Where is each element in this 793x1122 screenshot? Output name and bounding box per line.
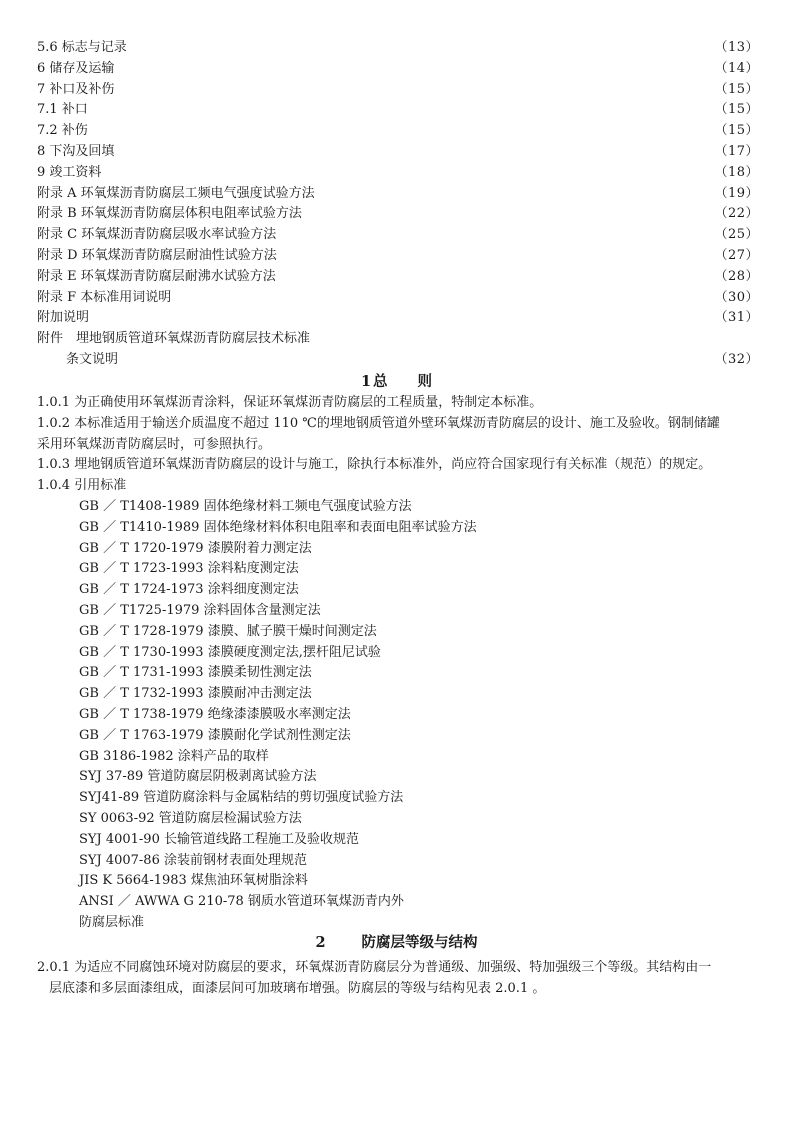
toc-entry[interactable] <box>37 329 759 350</box>
toc-entry-title: 条文说明 <box>66 351 119 367</box>
table-of-contents <box>37 38 759 371</box>
section-2-number: 2 <box>315 934 326 951</box>
list-item: JIS K 5664-1983 煤焦油环氧树脂涂料 <box>79 873 308 889</box>
clause-1-0-1: 1.0.1 为正确使用环氧煤沥青涂料，保证环氧煤沥青防腐层的工程质量，特制定本标准。 <box>37 395 543 410</box>
list-item: GB ／ T1408-1989 固体绝缘材料工频电气强度试验方法 <box>79 499 412 514</box>
clause-1-0-4: 1.0.4 引用标准 <box>37 478 127 494</box>
toc-entry[interactable] <box>37 38 759 59</box>
toc-entry[interactable] <box>37 350 759 371</box>
section-2-title: 防腐层等级与结构 <box>361 934 478 951</box>
toc-entry-title: 附录 E 环氧煤沥青防腐层耐沸水试验方法 <box>37 268 276 284</box>
toc-entry-page: （28） <box>714 268 759 284</box>
toc-entry-title: 附录 B 环氧煤沥青防腐层体积电阻率试验方法 <box>37 206 302 222</box>
toc-entry-page: （25） <box>714 227 759 243</box>
toc-entry-page: （32） <box>714 351 759 367</box>
toc-entry[interactable] <box>37 204 759 225</box>
list-item: GB ／ T 1724-1973 涂料细度测定法 <box>79 582 299 598</box>
list-item: GB ／ T1410-1989 固体绝缘材料体积电阻率和表面电阻率试验方法 <box>79 519 477 535</box>
toc-entry[interactable] <box>37 163 759 184</box>
toc-entry-title: 8 下沟及回填 <box>37 143 115 159</box>
toc-entry[interactable] <box>37 121 759 142</box>
section-1-number: 1 <box>360 373 372 390</box>
toc-entry-title: 7.2 补伤 <box>37 123 88 139</box>
toc-entry[interactable] <box>37 308 759 329</box>
toc-entry[interactable] <box>37 80 759 101</box>
toc-entry-page: （18） <box>714 164 759 180</box>
toc-entry[interactable] <box>37 59 759 80</box>
clause-2-0-1-line-2: 层底漆和多层面漆组成，面漆层间可加玻璃布增强。防腐层的等级与结构见表 2.0.1 。 <box>49 980 546 996</box>
section-1-title-part-1: 总 <box>373 373 388 390</box>
toc-entry[interactable] <box>37 184 759 205</box>
list-item: GB 3186-1982 涂料产品的取样 <box>79 748 269 764</box>
toc-entry-page: （30） <box>714 289 759 305</box>
toc-entry[interactable] <box>37 246 759 267</box>
toc-entry-page: （14） <box>714 60 759 76</box>
clause-1-0-2-line-2: 采用环氧煤沥青防腐层时，可参照执行。 <box>37 436 272 452</box>
toc-entry[interactable] <box>37 225 759 246</box>
list-item: ANSI ／ AWWA G 210-78 钢质水管道环氧煤沥青内外 <box>79 894 404 910</box>
toc-entry-title: 附录 A 环氧煤沥青防腐层工频电气强度试验方法 <box>37 185 315 201</box>
toc-entry-page: （31） <box>714 310 759 326</box>
clause-1-0-3: 1.0.3 埋地钢质管道环氧煤沥青防腐层的设计与施工，除执行本标准外，尚应符合国家现行有关标准（规范）的规定。 <box>37 457 712 473</box>
list-item: SY 0063-92 管道防腐层检漏试验方法 <box>79 810 302 826</box>
list-item: SYJ 4007-86 涂装前钢材表面处理规范 <box>79 852 307 868</box>
toc-entry[interactable] <box>37 142 759 163</box>
list-item: GB ／ T 1720-1979 漆膜附着力测定法 <box>79 540 312 556</box>
toc-entry-title: 7 补口及补伤 <box>37 81 115 97</box>
referenced-standards-list <box>79 497 759 934</box>
toc-entry-page: （19） <box>714 185 759 201</box>
section-2-heading <box>0 933 793 953</box>
toc-entry-page: （22） <box>714 206 759 222</box>
section-1-title-part-2: 则 <box>417 373 433 390</box>
list-item: 防腐层标准 <box>79 914 145 930</box>
toc-entry-title: 附录 F 本标准用词说明 <box>37 289 172 305</box>
list-item: GB ／ T 1738-1979 绝缘漆漆膜吸水率测定法 <box>79 706 351 722</box>
toc-entry-title: 7.1 补口 <box>37 102 88 118</box>
list-item: SYJ41-89 管道防腐涂料与金属粘结的剪切强度试验方法 <box>79 790 404 806</box>
list-item: GB ／ T 1730-1993 漆膜硬度测定法,摆杆阻尼试验 <box>79 644 381 660</box>
toc-entry-title: 9 竣工资料 <box>37 164 102 180</box>
section-2-body <box>37 958 759 1000</box>
toc-entry-title: 6 储存及运输 <box>37 60 115 76</box>
toc-entry-page: （15） <box>714 123 759 139</box>
list-item: GB ／ T 1732-1993 漆膜耐冲击测定法 <box>79 686 312 702</box>
list-item: GB ／ T 1728-1979 漆膜、腻子膜干燥时间测定法 <box>79 623 377 639</box>
clause-1-0-2-line-1: 1.0.2 本标准适用于输送介质温度不超过 110 ℃的埋地钢质管道外壁环氧煤沥青防腐层的设计、施工及验收。钢制储罐 <box>37 415 720 431</box>
toc-entry-page: （15） <box>714 81 759 97</box>
toc-entry[interactable] <box>37 100 759 121</box>
toc-entry[interactable] <box>37 267 759 288</box>
toc-entry-page: （27） <box>714 247 759 263</box>
clause-2-0-1-line-1: 2.0.1 为适应不同腐蚀环境对防腐层的要求，环氧煤沥青防腐层分为普通级、加强级、特加强级三个等级。其结构由一 <box>37 960 712 975</box>
toc-entry-title: 附录 D 环氧煤沥青防腐层耐油性试验方法 <box>37 247 277 263</box>
list-item: GB ／ T 1763-1979 漆膜耐化学试剂性测定法 <box>79 727 351 743</box>
toc-entry-title: 附加说明 <box>37 310 90 326</box>
list-item: GB ／ T 1723-1993 涂料粘度测定法 <box>79 561 299 577</box>
toc-entry-title: 5.6 标志与记录 <box>37 40 127 55</box>
list-item: SYJ 4001-90 长输管道线路工程施工及验收规范 <box>79 831 359 847</box>
section-1-body <box>37 393 759 497</box>
toc-entry-title: 附录 C 环氧煤沥青防腐层吸水率试验方法 <box>37 227 277 243</box>
list-item: GB ／ T 1731-1993 漆膜柔韧性测定法 <box>79 665 312 681</box>
toc-entry-page: （17） <box>714 143 759 159</box>
toc-entry[interactable] <box>37 288 759 309</box>
section-1-heading <box>0 372 793 392</box>
toc-entry-page: （13） <box>714 40 759 55</box>
toc-entry-page: （15） <box>714 102 759 118</box>
list-item: GB ／ T1725-1979 涂料固体含量测定法 <box>79 602 321 618</box>
list-item: SYJ 37-89 管道防腐层阴极剥离试验方法 <box>79 769 317 785</box>
toc-entry-title: 附件 埋地钢质管道环氧煤沥青防腐层技术标准 <box>37 331 311 347</box>
